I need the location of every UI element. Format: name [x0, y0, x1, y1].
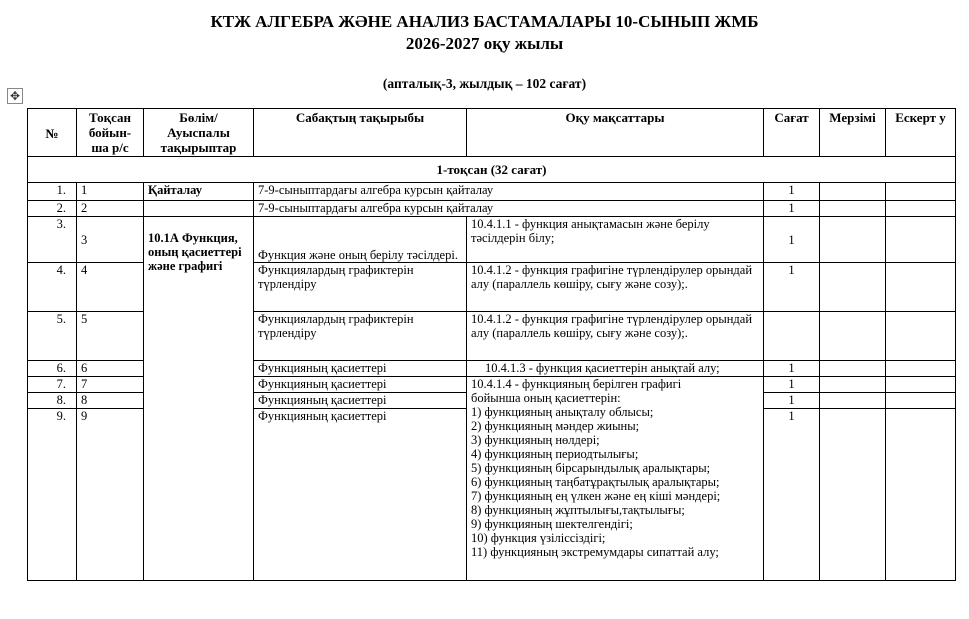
row-date — [820, 312, 886, 361]
row-note — [886, 312, 956, 361]
row-hours: 1 — [764, 183, 820, 201]
row-objective: 10.4.1.1 - функция анықтамасын және берілу тәсілдерін білу; — [467, 217, 764, 263]
row-section-empty — [144, 201, 254, 217]
row-note — [886, 377, 956, 393]
row-num: 1. — [28, 183, 77, 201]
row-num: 2. — [28, 201, 77, 217]
row-topic: Функцияның қасиеттері — [254, 393, 467, 409]
quarter-title: 1-тоқсан (32 сағат) — [28, 157, 956, 183]
row-note — [886, 361, 956, 377]
row-quarter-num: 6 — [77, 361, 144, 377]
col-header-hours: Сағат — [764, 109, 820, 157]
quarter-row — [28, 157, 956, 183]
row-quarter-num: 3 — [77, 217, 144, 263]
document-title: КТЖ АЛГЕБРА ЖӘНЕ АНАЛИЗ БАСТАМАЛАРЫ 10-СЫНЫП ЖМБ — [210, 12, 759, 31]
row-hours: 1 — [764, 409, 820, 581]
row-hours: 1 — [764, 377, 820, 393]
row-date — [820, 409, 886, 581]
col-header-quarter-num: Тоқсан бойын-ша р/с — [77, 109, 144, 157]
row-objective-properties — [467, 377, 764, 581]
row-note — [886, 393, 956, 409]
row-num: 3. — [28, 217, 77, 263]
row-note — [886, 263, 956, 312]
row-hours: 1 — [764, 393, 820, 409]
header-row — [28, 109, 956, 157]
row-note — [886, 409, 956, 581]
row-quarter-num: 7 — [77, 377, 144, 393]
row-num: 9. — [28, 409, 77, 581]
objective-line: 1) функцияның анықталу облысы; — [471, 405, 654, 419]
row-note — [886, 217, 956, 263]
table-move-handle-icon[interactable]: ✥ — [7, 88, 23, 104]
row-num: 8. — [28, 393, 77, 409]
section-review: Қайталау — [144, 183, 254, 201]
row-quarter-num: 4 — [77, 263, 144, 312]
col-header-date: Мерзімі — [820, 109, 886, 157]
row-hours: 1 — [764, 217, 820, 263]
row-topic: Функциялардың графиктерін түрлендіру — [254, 263, 467, 312]
col-header-note: Ескерт у — [886, 109, 956, 157]
row-objective: 10.4.1.3 - функция қасиеттерін анықтай алу; — [467, 361, 764, 377]
objective-line: 6) функцияның таңбатұрақтылық аралықтары; — [471, 475, 720, 489]
row-topic: 7-9-сыныптардағы алгебра курсын қайталау — [254, 201, 764, 217]
objective-line: бойынша оның қасиеттерін: — [471, 391, 621, 405]
row-quarter-num: 8 — [77, 393, 144, 409]
col-header-section: Бөлім/ Ауыспалы тақырыптар — [144, 109, 254, 157]
calendar-plan-table — [27, 108, 956, 581]
row-num: 4. — [28, 263, 77, 312]
row-date — [820, 377, 886, 393]
row-num: 6. — [28, 361, 77, 377]
objective-line: 10.4.1.4 - функцияның берілген графигі — [471, 377, 682, 391]
row-quarter-num: 9 — [77, 409, 144, 581]
row-objective: 10.4.1.2 - функция графигіне түрлендірулер орындай алу (параллель көшіру, сығу және созу);. — [467, 312, 764, 361]
objective-line: 9) функцияның шектелгендігі; — [471, 517, 633, 531]
row-num: 5. — [28, 312, 77, 361]
row-topic: Функцияның қасиеттері — [254, 409, 467, 581]
table-row — [28, 201, 956, 217]
row-date — [820, 183, 886, 201]
row-hours — [764, 312, 820, 361]
objective-line: 5) функцияның бірсарындылық аралықтары; — [471, 461, 711, 475]
row-date — [820, 361, 886, 377]
col-header-objectives: Оқу мақсаттары — [467, 109, 764, 157]
col-header-topic: Сабақтың тақырыбы — [254, 109, 467, 157]
section-functions: 10.1А Функция, оның қасиеттері және графигі — [144, 217, 254, 581]
row-quarter-num: 1 — [77, 183, 144, 201]
row-num: 7. — [28, 377, 77, 393]
row-date — [820, 201, 886, 217]
objective-line: 8) функцияның жұптылығы,тақтылығы; — [471, 503, 685, 517]
academic-year: 2026-2027 оқу жылы — [405, 34, 564, 53]
objective-line: 11) функцияның экстремумдары сипаттай алу; — [471, 545, 719, 559]
row-topic: Функцияның қасиеттері — [254, 377, 467, 393]
row-objective: 10.4.1.2 - функция графигіне түрлендірулер орындай алу (параллель көшіру, сығу және созу);. — [467, 263, 764, 312]
row-note — [886, 201, 956, 217]
table-row — [28, 183, 956, 201]
row-hours: 1 — [764, 263, 820, 312]
objective-line: 10) функция үзіліссіздігі; — [471, 531, 606, 545]
row-topic: Функция және оның берілу тәсілдері. — [254, 217, 467, 263]
row-hours: 1 — [764, 361, 820, 377]
row-quarter-num: 5 — [77, 312, 144, 361]
row-date — [820, 217, 886, 263]
row-topic: 7-9-сыныптардағы алгебра курсын қайталау — [254, 183, 764, 201]
objective-line: 3) функцияның нөлдері; — [471, 433, 600, 447]
row-date — [820, 263, 886, 312]
row-note — [886, 183, 956, 201]
table-row — [28, 217, 956, 263]
row-hours: 1 — [764, 201, 820, 217]
row-date — [820, 393, 886, 409]
col-header-num: № — [28, 109, 77, 157]
row-topic: Функцияның қасиеттері — [254, 361, 467, 377]
row-topic: Функциялардың графиктерін түрлендіру — [254, 312, 467, 361]
objective-line: 2) функцияның мәндер жиыны; — [471, 419, 640, 433]
objective-line: 7) функцияның ең үлкен және ең кіші мәндері; — [471, 489, 721, 503]
hours-subtitle: (апталық-3, жылдық – 102 сағат) — [382, 76, 587, 91]
objective-line: 4) функцияның периодтылығы; — [471, 447, 639, 461]
row-quarter-num: 2 — [77, 201, 144, 217]
